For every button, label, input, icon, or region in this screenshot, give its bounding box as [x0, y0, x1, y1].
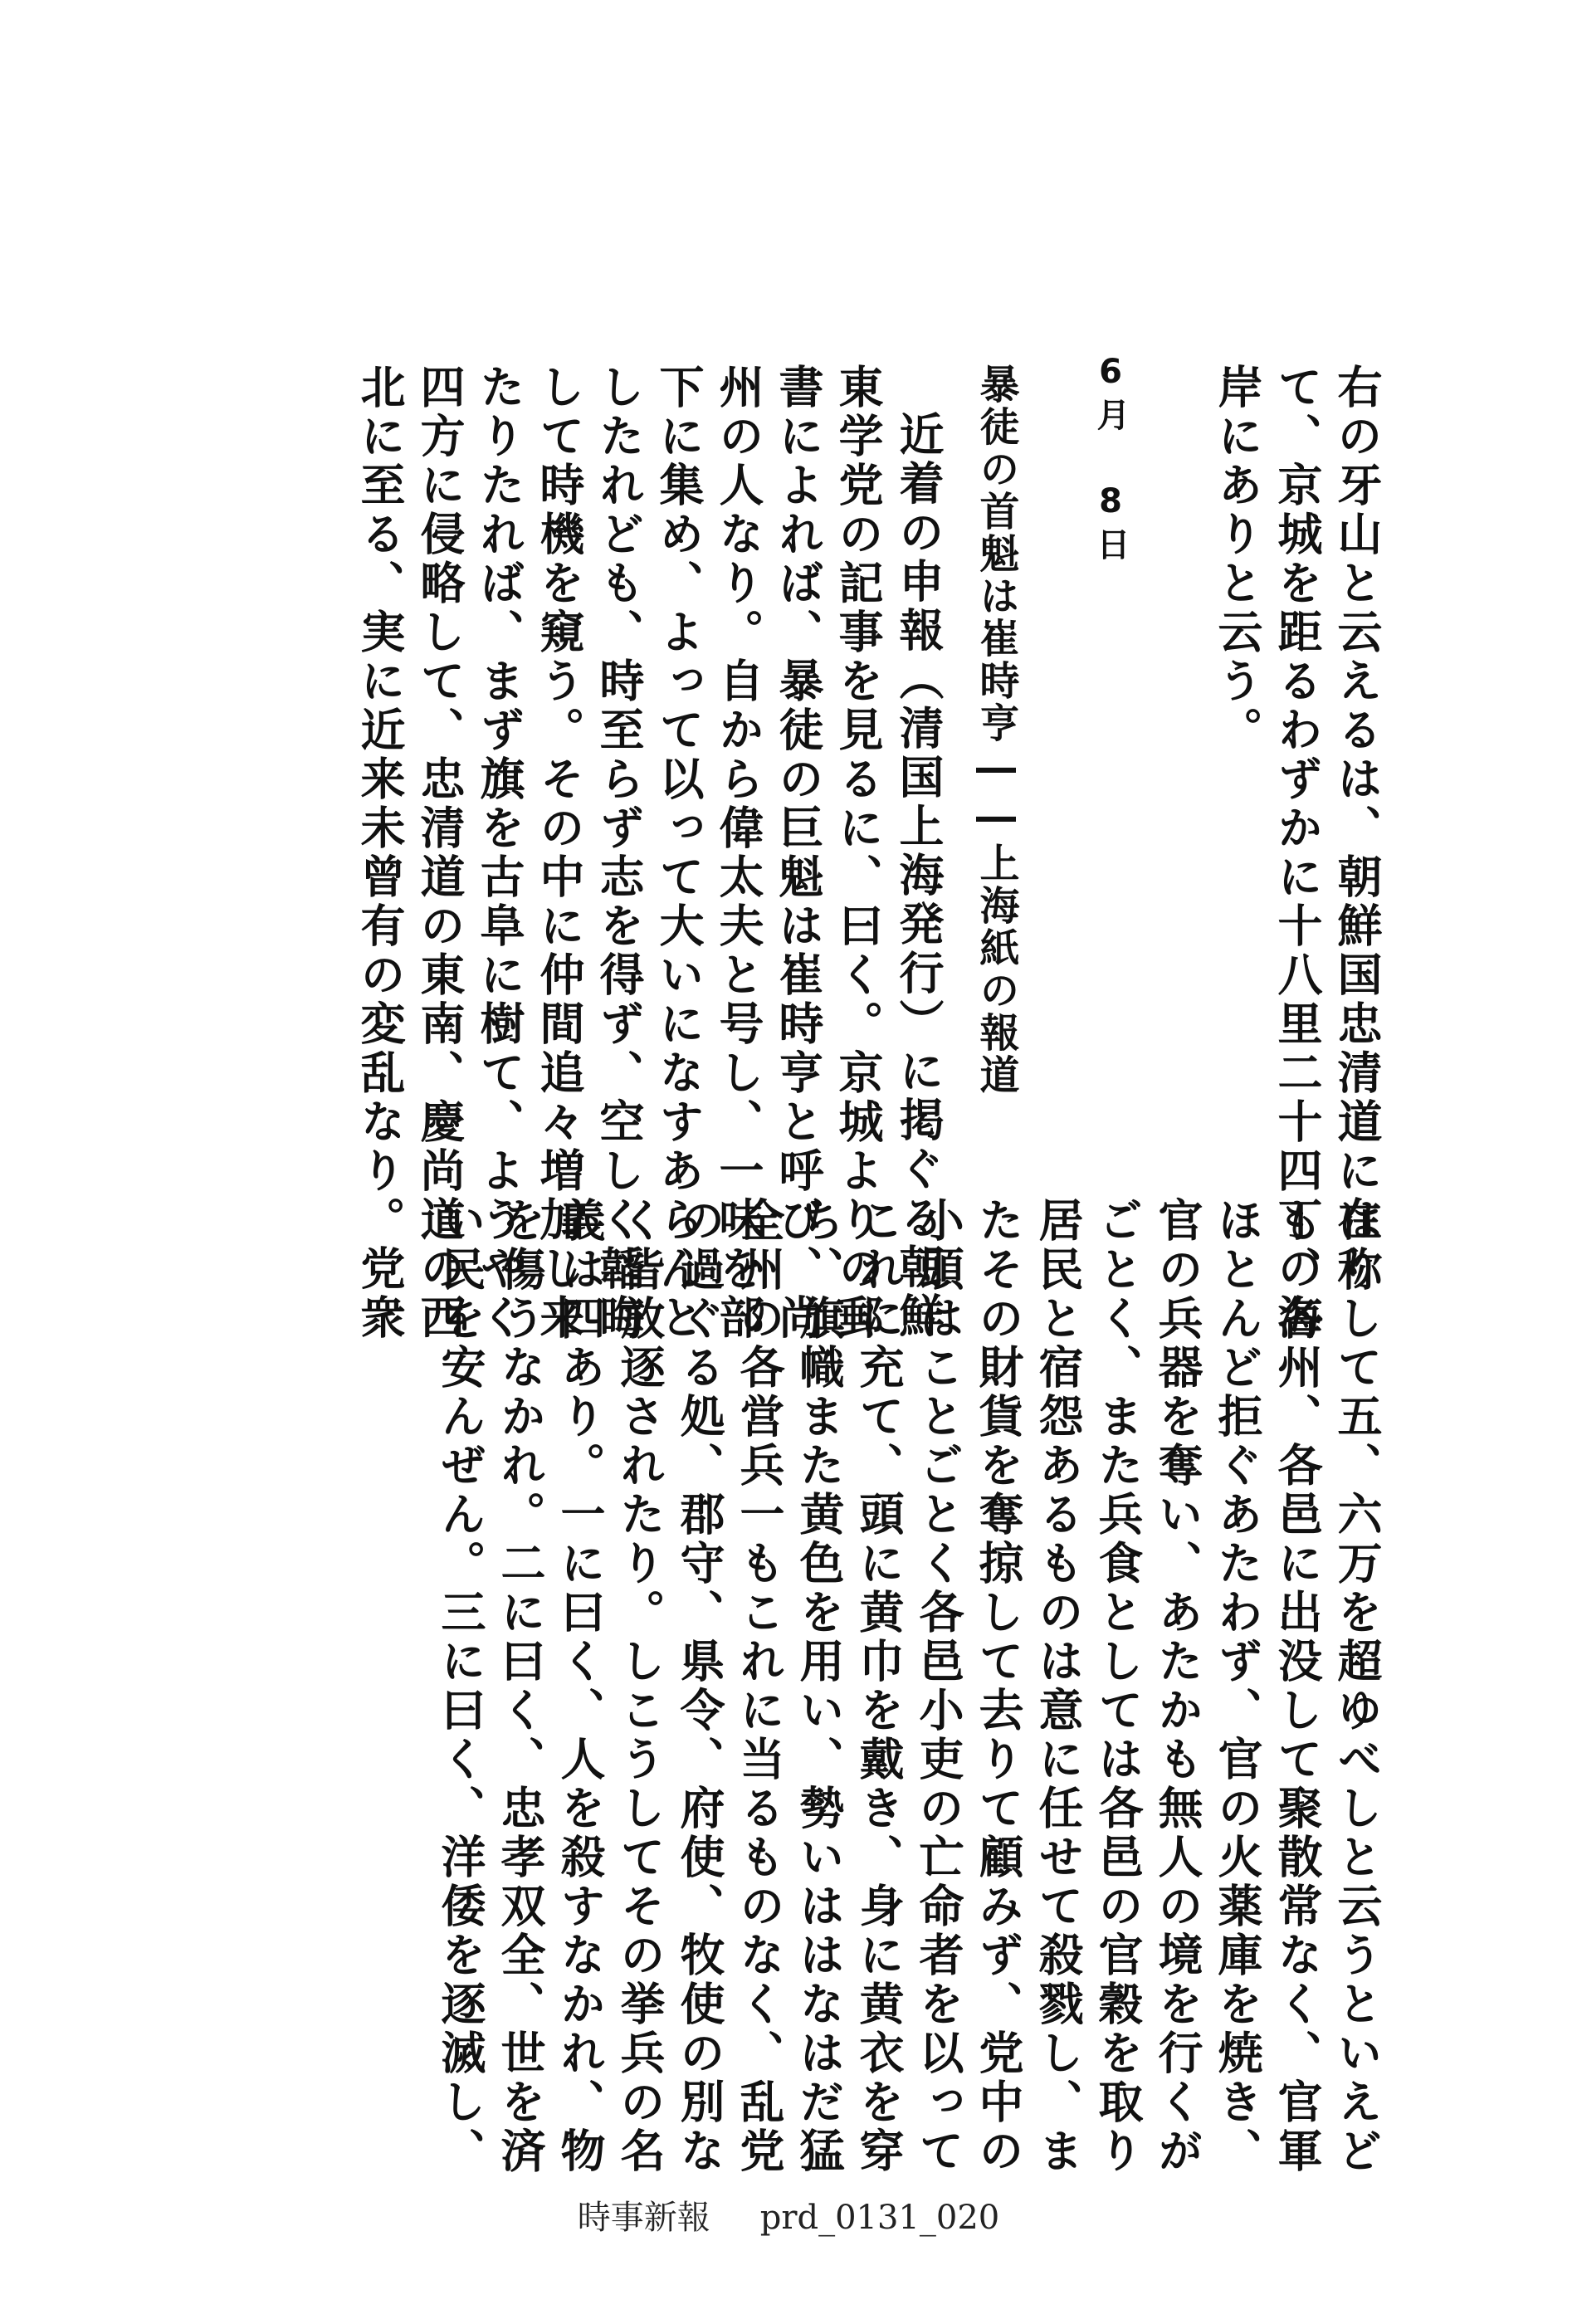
- text-line: 居民と宿怨あるものは意に任せて殺戮し、ま: [1032, 1197, 1084, 2176]
- text-line: 四方に侵略して、忠清道の東南、慶尚道の西: [413, 364, 466, 1343]
- text-line: 書によれば、暴徒の巨魁は崔時亨と呼び、尚: [772, 364, 824, 1343]
- text-line: を傷うなかれ。二に曰く、忠孝双全、世を済: [494, 1197, 546, 2176]
- text-line: ごとく、また兵食としては各邑の官穀を取り: [1091, 1197, 1144, 2176]
- text-line: は称して五、六万を超ゆべしと云うといえど: [1330, 1197, 1383, 2176]
- text-line: たその財貨を奪掠して去りて顧みず、党中の: [972, 1197, 1024, 2176]
- text-line: 州の人なり。自から偉太夫と号し、一味を部: [712, 364, 764, 1343]
- text-line: 官の兵器を奪い、あたかも無人の境を行くが: [1151, 1197, 1204, 2176]
- text-line: ほとんど拒ぐあたわず、官の火薬庫を焼き、: [1211, 1197, 1263, 2176]
- text-line: の過ぐる処、郡守、県令、府使、牧使の別な: [673, 1197, 725, 2176]
- text-line: く皆放逐されたり。しこうしてその挙兵の名: [613, 1197, 666, 2176]
- text-line: 近着の申報（清国上海発行）に掲ぐる朝鮮: [892, 411, 945, 1341]
- article-date: 6月 8日: [1091, 353, 1130, 567]
- text-line: 小頭はことごとく各邑小吏の亡命者を以って: [912, 1197, 964, 2176]
- text-line: 右の牙山と云えるは、朝鮮国忠清道に在り: [1330, 364, 1383, 1294]
- text-line: 義は四あり。一に曰く、人を殺すなかれ、物: [554, 1197, 606, 2176]
- text-line: これに充て、頭に黄巾を戴き、身に黄衣を穿: [852, 1197, 905, 2176]
- document-id: prd_0131_020: [759, 2199, 1000, 2237]
- text-line: 東学党の記事を見るに、曰く。京城よりの郵: [832, 364, 884, 1343]
- text-line: したれども、時至らず志を得ず、空しく韜晦: [593, 364, 645, 1343]
- text-line: 下に集め、よって以って大いになすあらんと: [652, 364, 705, 1343]
- page-footer: [0, 2191, 1577, 2239]
- text-line: して時機を窺う。その中に仲間追々増加し来: [533, 364, 585, 1343]
- text-line: も、各州、各邑に出没して聚散常なく、官軍: [1271, 1197, 1323, 2176]
- text-line: て、京城を距るわずかに十八里二十四丁の海: [1271, 364, 1323, 1343]
- text-line: たりたれば、まず旗を古阜に樹て、ようやく: [473, 364, 525, 1343]
- publication-name: 時事新報: [577, 2199, 710, 2237]
- text-line: 岸にありと云う。: [1211, 364, 1263, 755]
- text-line: ち、旗幟また黄色を用い、勢いははなはだ猛: [793, 1197, 845, 2176]
- text-line: 北に至る、実に近来未曾有の変乱なり。党衆: [354, 364, 406, 1343]
- text-line: 全州の各営兵一もこれに当るものなく、乱党: [733, 1197, 785, 2176]
- article-heading: 暴徒の首魁は崔時亨――上海紙の報道: [973, 364, 1019, 1096]
- text-line: い民を安んぜん。三に曰く、洋倭を逐滅し、: [434, 1197, 486, 2176]
